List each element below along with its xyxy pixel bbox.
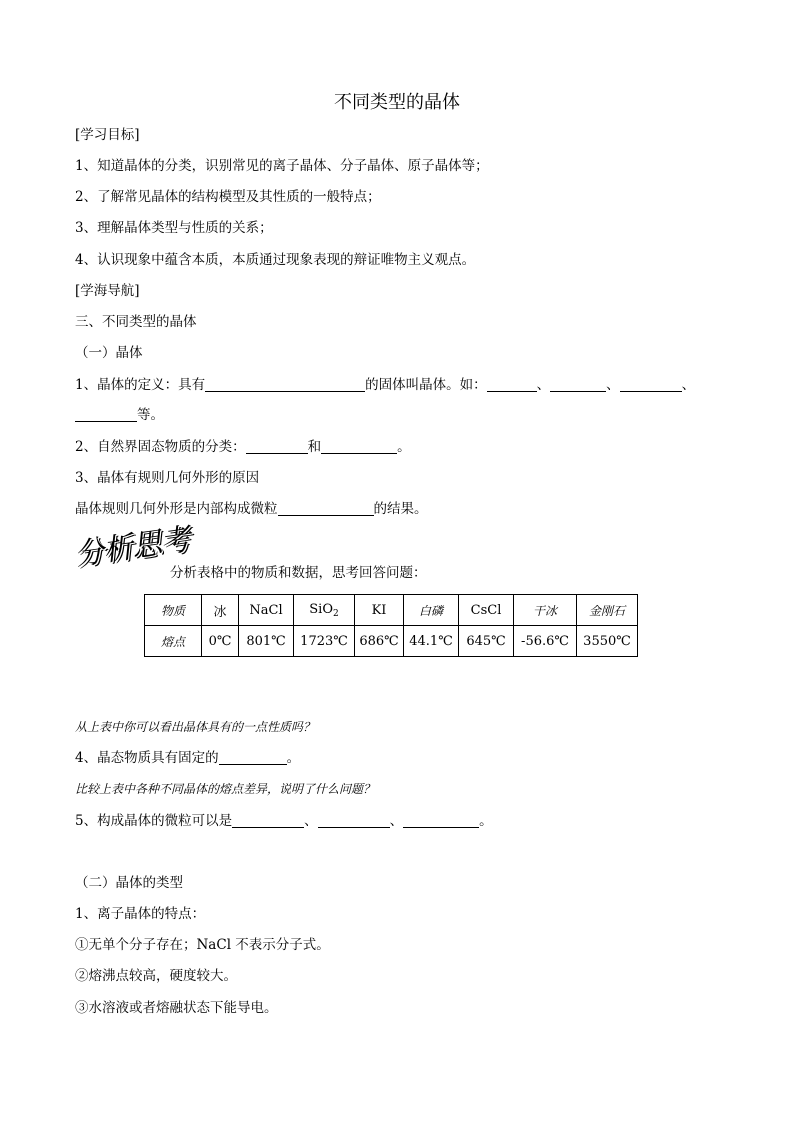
table-row bbox=[145, 595, 638, 626]
analysis-prompt: 分析表格中的物质和数据，思考回答问题： bbox=[170, 565, 427, 581]
question-2: 2、自然界固态物质的分类： 和 。 bbox=[75, 439, 411, 455]
answer-blank[interactable] bbox=[205, 377, 365, 392]
table-cell: 白磷 bbox=[404, 595, 459, 626]
table-cell: -56.6℃ bbox=[514, 626, 577, 657]
table-cell: 801℃ bbox=[239, 626, 294, 657]
table-cell: CsCl bbox=[459, 595, 514, 626]
melting-point-table bbox=[144, 594, 638, 657]
question-4: 4、晶态物质具有固定的 。 bbox=[75, 750, 301, 766]
table-cell: 1723℃ bbox=[294, 626, 355, 657]
answer-blank[interactable] bbox=[487, 377, 537, 392]
row-header: 熔点 bbox=[145, 626, 202, 657]
table-cell: KI bbox=[355, 595, 404, 626]
table-cell: SiO$_2$ bbox=[294, 595, 355, 626]
answer-blank[interactable] bbox=[550, 377, 606, 392]
question-1-cont: 等。 bbox=[75, 406, 164, 424]
table-cell: 44.1℃ bbox=[404, 626, 459, 657]
answer-blank[interactable] bbox=[620, 377, 682, 392]
goal-4: 4、认识现象中蕴含本质，本质通过现象表现的辩证唯物主义观点。 bbox=[75, 252, 476, 268]
row-header: 物质 bbox=[145, 595, 202, 626]
answer-blank[interactable] bbox=[278, 501, 374, 516]
answer-blank[interactable] bbox=[219, 750, 287, 765]
section-3-heading: 三、不同类型的晶体 bbox=[75, 314, 197, 330]
table-cell: 0℃ bbox=[202, 626, 239, 657]
table-cell: 645℃ bbox=[459, 626, 514, 657]
table-cell: NaCl bbox=[239, 595, 294, 626]
answer-blank[interactable] bbox=[321, 439, 397, 454]
answer-blank[interactable] bbox=[75, 407, 137, 422]
question-3: 3、晶体有规则几何外形的原因 bbox=[75, 470, 260, 486]
answer-blank[interactable] bbox=[246, 439, 308, 454]
ionic-point-3: ③水溶液或者熔融状态下能导电。 bbox=[75, 1000, 278, 1016]
question-b: 比较上表中各种不同晶体的熔点差异，说明了什么问题？ bbox=[75, 782, 376, 796]
goals-header: [学习目标] bbox=[75, 127, 140, 143]
analysis-callout: 分析思考 bbox=[72, 521, 192, 573]
goal-2: 2、了解常见晶体的结构模型及其性质的一般特点； bbox=[75, 189, 381, 205]
page-title: 不同类型的晶体 bbox=[334, 92, 460, 113]
table-cell: 686℃ bbox=[355, 626, 404, 657]
subsection-2-heading: （二）晶体的类型 bbox=[75, 875, 183, 891]
ionic-header: 1、离子晶体的特点： bbox=[75, 906, 206, 922]
table-cell: 干冰 bbox=[514, 595, 577, 626]
table-cell: 冰 bbox=[202, 595, 239, 626]
answer-blank[interactable] bbox=[318, 813, 390, 828]
subsection-1-heading: （一）晶体 bbox=[75, 345, 143, 361]
question-1: 1、晶体的定义：具有 的固体叫晶体。如： 、 、 、 bbox=[75, 377, 696, 393]
table-cell: 3550℃ bbox=[577, 626, 638, 657]
table-cell: 金刚石 bbox=[577, 595, 638, 626]
question-3-answer: 晶体规则几何外形是内部构成微粒 的结果。 bbox=[75, 501, 428, 517]
nav-header: [学海导航] bbox=[75, 283, 140, 299]
question-5: 5、构成晶体的微粒可以是 、 、 。 bbox=[75, 813, 493, 829]
goal-1: 1、知道晶体的分类，识别常见的离子晶体、分子晶体、原子晶体等； bbox=[75, 158, 489, 174]
ionic-point-1: ①无单个分子存在；NaCl 不表示分子式。 bbox=[75, 937, 330, 953]
question-a: 从上表中你可以看出晶体具有的一点性质吗？ bbox=[75, 720, 316, 734]
answer-blank[interactable] bbox=[403, 813, 479, 828]
goal-3: 3、理解晶体类型与性质的关系； bbox=[75, 220, 273, 236]
answer-blank[interactable] bbox=[232, 813, 304, 828]
ionic-point-2: ②熔沸点较高，硬度较大。 bbox=[75, 968, 237, 984]
table-row bbox=[145, 626, 638, 657]
